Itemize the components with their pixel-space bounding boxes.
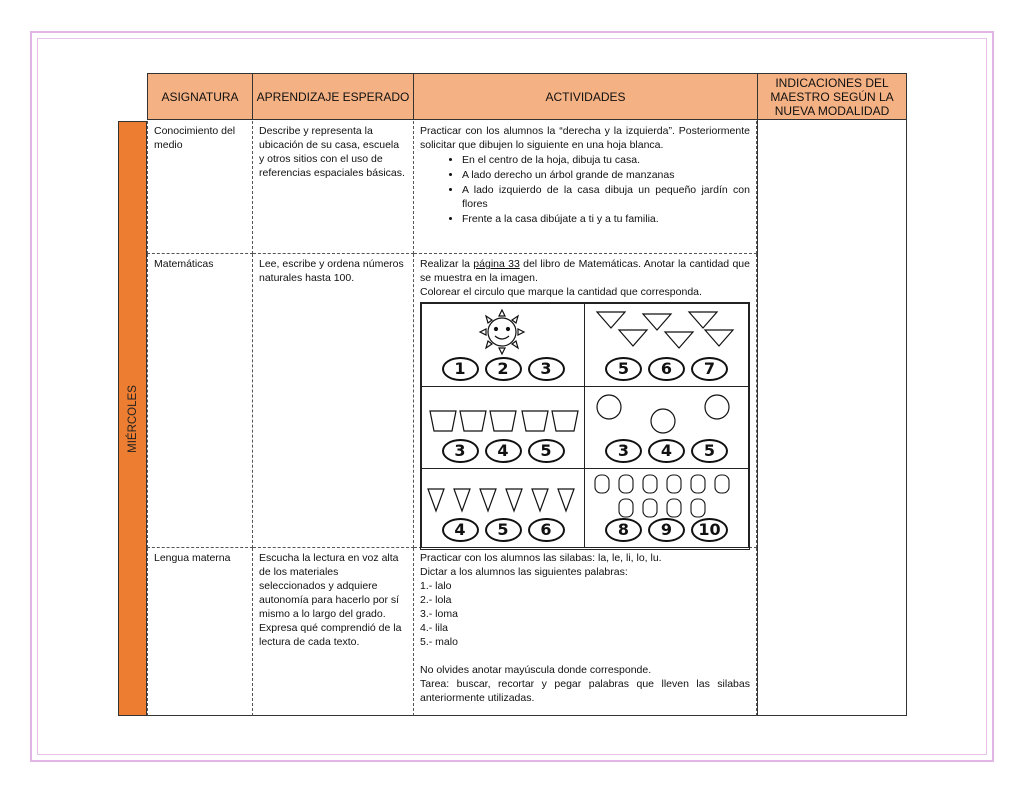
worksheet-cell-sun <box>421 303 585 387</box>
row1-activities-intro: Practicar con los alumnos la “derecha y la izquierda”. Posteriormente solicitar que dibujen lo siguiente en una hoja blanca. <box>420 125 750 151</box>
number-circle[interactable]: 4 <box>442 518 479 542</box>
word-item: 4.- lila <box>420 622 449 634</box>
watermelon-slice-icon <box>585 308 748 354</box>
row2-activities-text <box>420 257 750 285</box>
number-circle[interactable]: 8 <box>605 518 642 542</box>
day-label: MIÉRCOLES <box>126 384 139 453</box>
worksheet-cell-icecream <box>421 468 585 548</box>
number-circle[interactable]: 6 <box>648 357 685 381</box>
worksheet-cell-flipflops <box>584 468 749 548</box>
header-aprendizaje: APRENDIZAJE ESPERADO <box>252 73 414 120</box>
row1-activities-list <box>420 153 750 226</box>
row2-activities-line2: Colorear el circulo que marque la cantidad que corresponda. <box>420 286 702 298</box>
header-asignatura: ASIGNATURA <box>147 73 253 120</box>
row3-subject <box>147 548 253 716</box>
number-circle[interactable]: 10 <box>691 518 728 542</box>
row3-learning <box>253 548 414 716</box>
ice-cream-cone-icon <box>422 473 584 519</box>
number-circle[interactable]: 6 <box>528 518 565 542</box>
row1-subject <box>147 121 253 254</box>
header-indicaciones: INDICACIONES DEL MAESTRO SEGÚN LA NUEVA MODALIDAD <box>757 73 907 120</box>
sand-bucket-icon <box>422 391 584 437</box>
row3-activities <box>414 548 757 716</box>
worksheet-cell-balls <box>584 386 749 469</box>
row2-learning <box>253 254 414 548</box>
row1-learning-text: Describe y representa la ubicación de su casa, escuela y otros sitios con el uso de referencias espaciales básicas. <box>259 125 405 179</box>
number-circle[interactable]: 3 <box>528 357 565 381</box>
activity-homework: Tarea: buscar, recortar y pegar palabras que lleven las silabas anteriormente utilizadas. <box>420 678 750 704</box>
beach-ball-icon <box>585 391 748 437</box>
activity-line: Practicar con los alumnos las silabas: la, le, li, lo, lu. <box>420 552 662 564</box>
number-options <box>585 439 748 463</box>
worksheet-cell-buckets <box>421 386 585 469</box>
number-options <box>585 357 748 381</box>
activity-note: No olvides anotar mayúscula donde corresponde. <box>420 664 652 676</box>
row3-learning-text: Escucha la lectura en voz alta de los materiales seleccionados y adquiere autonomía para hacerlo por sí mismo a lo largo del grado. Expresa qué comprendió de la lectura de cada texto. <box>259 552 402 648</box>
word-item: 5.- malo <box>420 636 458 648</box>
day-column <box>118 121 147 716</box>
number-options <box>422 439 584 463</box>
list-item: • A lado derecho un árbol grande de manzanas <box>462 168 750 182</box>
row1-learning <box>253 121 414 254</box>
row2-subject-text: Matemáticas <box>154 258 214 270</box>
row1-subject-text: Conocimiento del medio <box>154 125 236 151</box>
number-circle[interactable]: 7 <box>691 357 728 381</box>
worksheet-cell-watermelon <box>584 303 749 387</box>
page-reference: página 33 <box>473 258 520 270</box>
lesson-plan-table <box>118 73 907 716</box>
word-item: 3.- loma <box>420 608 458 620</box>
number-circle[interactable]: 1 <box>442 357 479 381</box>
word-item: 1.- lalo <box>420 580 452 592</box>
row3-subject-text: Lengua materna <box>154 552 231 564</box>
number-circle[interactable]: 4 <box>648 439 685 463</box>
list-item: • En el centro de la hoja, dibuja tu casa. <box>462 153 750 167</box>
row2-activities <box>414 254 757 548</box>
list-item: • Frente a la casa dibújate a ti y a tu familia. <box>462 212 750 226</box>
number-options <box>422 518 584 542</box>
number-circle[interactable]: 3 <box>605 439 642 463</box>
row1-activities <box>414 121 757 254</box>
sun-icon <box>422 308 584 354</box>
header-actividades: ACTIVIDADES <box>413 73 758 120</box>
number-circle[interactable]: 5 <box>605 357 642 381</box>
number-circle[interactable]: 9 <box>648 518 685 542</box>
row2-subject <box>147 254 253 548</box>
number-circle[interactable]: 5 <box>691 439 728 463</box>
number-circle[interactable]: 4 <box>485 439 522 463</box>
word-item: 2.- lola <box>420 594 452 606</box>
number-circle[interactable]: 5 <box>485 518 522 542</box>
number-options <box>422 357 584 381</box>
number-circle[interactable]: 5 <box>528 439 565 463</box>
activity-text: Realizar la <box>420 258 474 270</box>
number-options <box>585 518 748 542</box>
activity-line: Dictar a los alumnos las siguientes palabras: <box>420 566 628 578</box>
number-circle[interactable]: 2 <box>485 357 522 381</box>
indicaciones-column <box>757 120 907 716</box>
flip-flops-icon <box>585 473 748 519</box>
number-circle[interactable]: 3 <box>442 439 479 463</box>
counting-worksheet <box>420 302 750 550</box>
activity-text: del libro de Matemáticas. Anotar la cantidad que se muestra en la imagen. <box>420 258 750 284</box>
list-item: • A lado izquierdo de la casa dibuja un pequeño jardín con flores <box>462 183 750 211</box>
row2-learning-text: Lee, escribe y ordena números naturales hasta 100. <box>259 258 404 284</box>
